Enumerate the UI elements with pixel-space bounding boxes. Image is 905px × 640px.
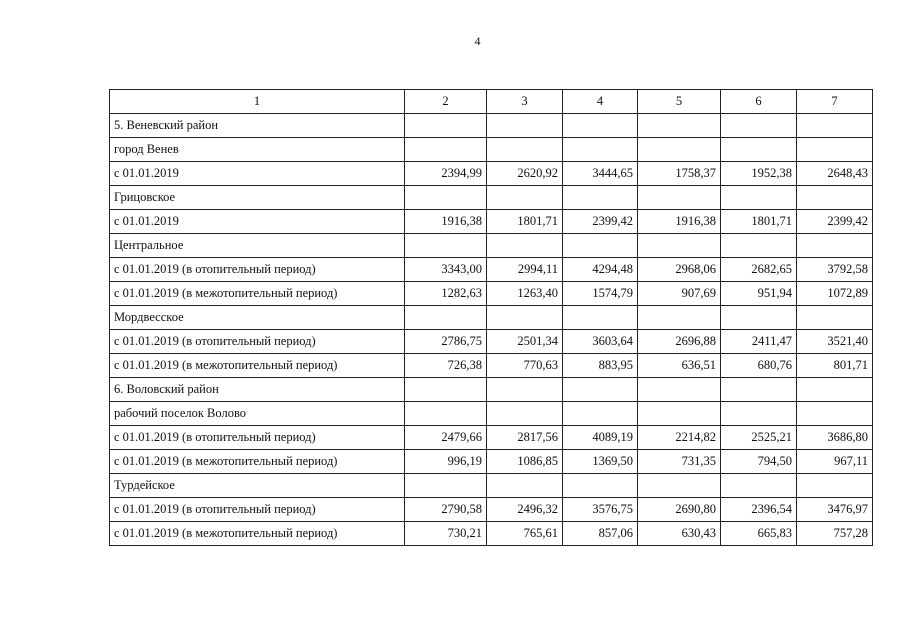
tariff-value-cell <box>487 114 563 138</box>
table-row <box>110 354 873 378</box>
tariff-value-cell: 3476,97 <box>797 498 873 522</box>
tariff-value-cell: 1263,40 <box>487 282 563 306</box>
tariff-value-cell: 770,63 <box>487 354 563 378</box>
tariff-value-cell <box>563 378 638 402</box>
tariff-value-cell <box>487 186 563 210</box>
table-row <box>110 210 873 234</box>
tariff-value-cell: 2696,88 <box>638 330 721 354</box>
tariff-value-cell: 951,94 <box>721 282 797 306</box>
table-header-row <box>110 90 873 114</box>
tariff-value-cell: 1801,71 <box>721 210 797 234</box>
tariff-value-cell: 665,83 <box>721 522 797 546</box>
page-number: 4 <box>474 34 481 48</box>
tariff-value-cell: 3444,65 <box>563 162 638 186</box>
tariff-value-cell: 907,69 <box>638 282 721 306</box>
tariff-value-cell <box>563 474 638 498</box>
tariff-value-cell <box>563 114 638 138</box>
tariff-value-cell: 2399,42 <box>563 210 638 234</box>
tariff-value-cell <box>638 402 721 426</box>
tariff-value-cell: 2479,66 <box>405 426 487 450</box>
tariff-value-cell <box>797 378 873 402</box>
row-label: с 01.01.2019 (в отопительный период) <box>110 498 405 522</box>
tariff-value-cell: 680,76 <box>721 354 797 378</box>
tariff-table <box>109 89 873 546</box>
tariff-value-cell: 794,50 <box>721 450 797 474</box>
table-row <box>110 234 873 258</box>
tariff-value-cell <box>638 234 721 258</box>
tariff-value-cell: 3343,00 <box>405 258 487 282</box>
row-label: с 01.01.2019 (в отопительный период) <box>110 330 405 354</box>
row-label: рабочий поселок Волово <box>110 402 405 426</box>
column-header: 5 <box>638 90 721 114</box>
tariff-value-cell <box>721 474 797 498</box>
tariff-value-cell <box>638 378 721 402</box>
row-label: Турдейское <box>110 474 405 498</box>
table-row <box>110 426 873 450</box>
table-row <box>110 450 873 474</box>
row-label: 6. Воловский район <box>110 378 405 402</box>
table-row <box>110 282 873 306</box>
tariff-table-body <box>110 90 873 546</box>
tariff-value-cell: 2690,80 <box>638 498 721 522</box>
tariff-value-cell <box>797 114 873 138</box>
row-label: с 01.01.2019 <box>110 210 405 234</box>
tariff-value-cell: 3792,58 <box>797 258 873 282</box>
tariff-value-cell <box>638 138 721 162</box>
tariff-value-cell: 1801,71 <box>487 210 563 234</box>
table-row <box>110 378 873 402</box>
tariff-value-cell: 3603,64 <box>563 330 638 354</box>
column-header: 7 <box>797 90 873 114</box>
tariff-value-cell: 1072,89 <box>797 282 873 306</box>
row-label: с 01.01.2019 (в межотопительный период) <box>110 282 405 306</box>
tariff-value-cell <box>405 138 487 162</box>
tariff-value-cell: 730,21 <box>405 522 487 546</box>
tariff-value-cell: 2620,92 <box>487 162 563 186</box>
table-row <box>110 306 873 330</box>
tariff-value-cell: 2411,47 <box>721 330 797 354</box>
tariff-value-cell <box>638 306 721 330</box>
row-label: Мордвесское <box>110 306 405 330</box>
tariff-value-cell <box>405 114 487 138</box>
column-header: 3 <box>487 90 563 114</box>
tariff-value-cell: 4294,48 <box>563 258 638 282</box>
row-label: с 01.01.2019 (в межотопительный период) <box>110 354 405 378</box>
tariff-value-cell: 3521,40 <box>797 330 873 354</box>
table-row <box>110 114 873 138</box>
column-header: 4 <box>563 90 638 114</box>
tariff-value-cell <box>797 234 873 258</box>
table-row <box>110 498 873 522</box>
tariff-value-cell: 1282,63 <box>405 282 487 306</box>
row-label: с 01.01.2019 (в межотопительный период) <box>110 450 405 474</box>
tariff-value-cell: 1916,38 <box>638 210 721 234</box>
tariff-value-cell: 2790,58 <box>405 498 487 522</box>
table-row <box>110 522 873 546</box>
tariff-value-cell: 2648,43 <box>797 162 873 186</box>
row-label: Центральное <box>110 234 405 258</box>
tariff-value-cell: 1916,38 <box>405 210 487 234</box>
tariff-value-cell: 2994,11 <box>487 258 563 282</box>
column-header: 2 <box>405 90 487 114</box>
tariff-value-cell: 2399,42 <box>797 210 873 234</box>
tariff-value-cell: 630,43 <box>638 522 721 546</box>
tariff-value-cell <box>487 402 563 426</box>
tariff-value-cell <box>405 186 487 210</box>
tariff-value-cell <box>721 186 797 210</box>
row-label: Грицовское <box>110 186 405 210</box>
tariff-value-cell: 2214,82 <box>638 426 721 450</box>
tariff-value-cell: 1574,79 <box>563 282 638 306</box>
row-label: 5. Веневский район <box>110 114 405 138</box>
tariff-value-cell <box>797 474 873 498</box>
tariff-value-cell <box>721 138 797 162</box>
tariff-value-cell <box>721 402 797 426</box>
tariff-value-cell: 726,38 <box>405 354 487 378</box>
row-label: с 01.01.2019 (в отопительный период) <box>110 426 405 450</box>
tariff-value-cell <box>721 378 797 402</box>
tariff-value-cell <box>638 474 721 498</box>
tariff-value-cell <box>797 402 873 426</box>
tariff-value-cell: 2496,32 <box>487 498 563 522</box>
table-row <box>110 162 873 186</box>
tariff-value-cell: 765,61 <box>487 522 563 546</box>
row-label: с 01.01.2019 (в межотопительный период) <box>110 522 405 546</box>
tariff-value-cell: 857,06 <box>563 522 638 546</box>
tariff-value-cell: 1952,38 <box>721 162 797 186</box>
table-row <box>110 258 873 282</box>
tariff-value-cell <box>638 114 721 138</box>
tariff-value-cell <box>487 306 563 330</box>
tariff-value-cell <box>563 402 638 426</box>
tariff-value-cell <box>487 474 563 498</box>
tariff-value-cell <box>563 234 638 258</box>
tariff-value-cell: 2394,99 <box>405 162 487 186</box>
tariff-value-cell <box>405 402 487 426</box>
tariff-value-cell: 757,28 <box>797 522 873 546</box>
tariff-value-cell <box>563 186 638 210</box>
tariff-value-cell: 801,71 <box>797 354 873 378</box>
table-row <box>110 402 873 426</box>
tariff-value-cell: 2786,75 <box>405 330 487 354</box>
tariff-value-cell: 3686,80 <box>797 426 873 450</box>
table-row <box>110 138 873 162</box>
table-row <box>110 186 873 210</box>
tariff-value-cell: 967,11 <box>797 450 873 474</box>
tariff-value-cell <box>797 306 873 330</box>
tariff-value-cell <box>797 186 873 210</box>
tariff-value-cell: 996,19 <box>405 450 487 474</box>
column-header: 6 <box>721 90 797 114</box>
tariff-value-cell: 1369,50 <box>563 450 638 474</box>
tariff-value-cell <box>405 234 487 258</box>
tariff-value-cell <box>721 306 797 330</box>
column-header: 1 <box>110 90 405 114</box>
tariff-value-cell: 731,35 <box>638 450 721 474</box>
tariff-value-cell <box>405 306 487 330</box>
row-label: с 01.01.2019 <box>110 162 405 186</box>
tariff-value-cell: 2682,65 <box>721 258 797 282</box>
tariff-value-cell: 1758,37 <box>638 162 721 186</box>
tariff-value-cell <box>487 234 563 258</box>
tariff-value-cell <box>721 234 797 258</box>
tariff-value-cell <box>487 138 563 162</box>
tariff-value-cell <box>638 186 721 210</box>
table-row <box>110 330 873 354</box>
row-label: город Венев <box>110 138 405 162</box>
tariff-value-cell: 2817,56 <box>487 426 563 450</box>
tariff-value-cell <box>487 378 563 402</box>
tariff-value-cell <box>563 138 638 162</box>
tariff-value-cell: 883,95 <box>563 354 638 378</box>
row-label: с 01.01.2019 (в отопительный период) <box>110 258 405 282</box>
tariff-value-cell <box>563 306 638 330</box>
tariff-value-cell: 3576,75 <box>563 498 638 522</box>
tariff-value-cell <box>405 474 487 498</box>
tariff-value-cell: 2525,21 <box>721 426 797 450</box>
table-row <box>110 474 873 498</box>
tariff-value-cell: 1086,85 <box>487 450 563 474</box>
tariff-value-cell: 2396,54 <box>721 498 797 522</box>
tariff-value-cell: 636,51 <box>638 354 721 378</box>
tariff-value-cell: 4089,19 <box>563 426 638 450</box>
tariff-value-cell: 2968,06 <box>638 258 721 282</box>
tariff-value-cell <box>405 378 487 402</box>
tariff-value-cell <box>797 138 873 162</box>
tariff-value-cell <box>721 114 797 138</box>
tariff-value-cell: 2501,34 <box>487 330 563 354</box>
